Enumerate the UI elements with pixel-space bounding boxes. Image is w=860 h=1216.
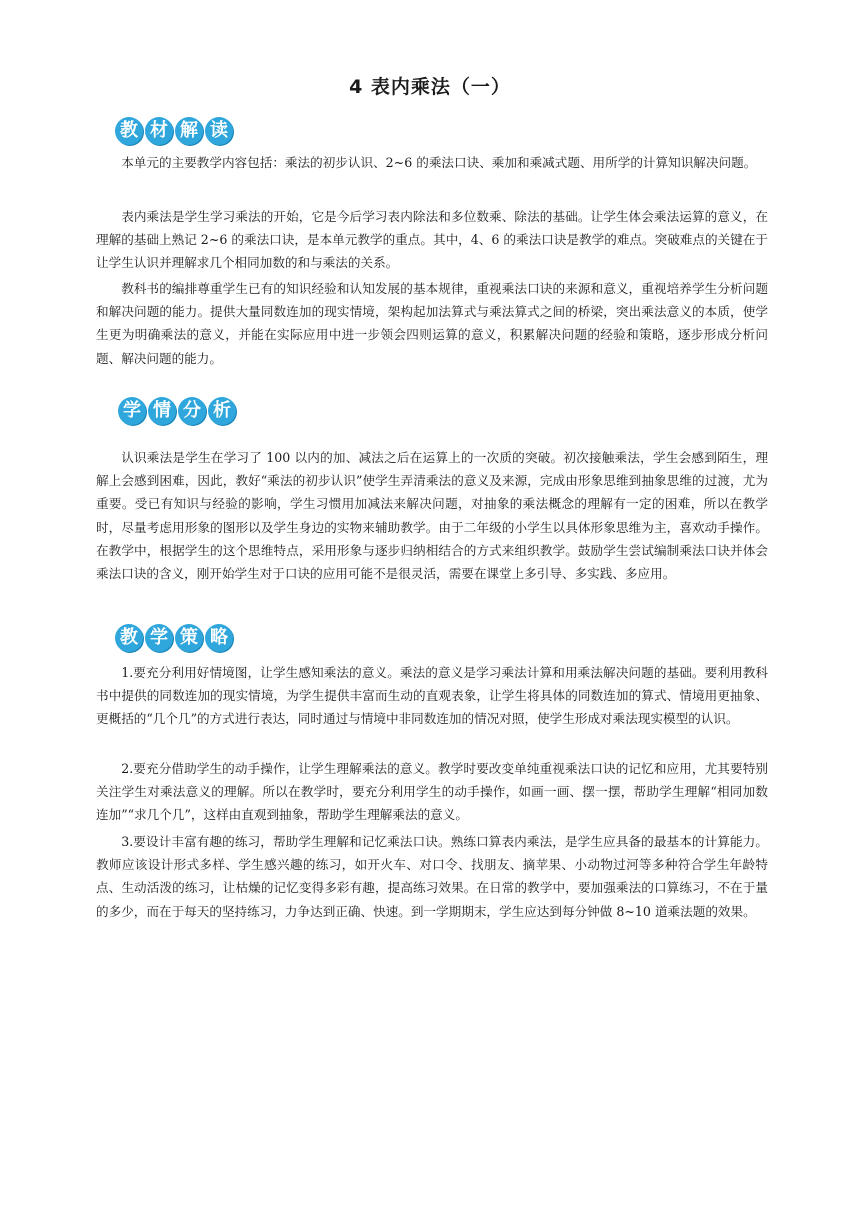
heading-char: 析 [208,397,236,425]
heading-char: 情 [148,397,176,425]
paragraph: 1.要充分利用好情境图，让学生感知乘法的意义。乘法的意义是学习乘法计算和用乘法解决问题的基础。要利用教科书中提供的同数连加的现实情境，为学生提供丰富而生动的直观表象，让学生将具体的同数连加的算式、情境用更抽象、更概括的“几个几”的方式进行表达，同时通过与情境中非同数连加的情况对照，使学生形成对乘法现实模型的认识。 [96,665,768,727]
paragraph: 表内乘法是学生学习乘法的开始，它是今后学习表内除法和多位数乘、除法的基础。让学生体会乘法运算的意义，在理解的基础上熟记 2~6 的乘法口诀，是本单元教学的重点。其中，4、6 的乘法口诀是教学的难点。突破难点的关键在于让学生认识并理解求几个相同加数的和与乘法的关系。 [96,209,768,271]
heading-char: 教 [115,117,143,145]
heading-char: 略 [205,624,233,652]
section-heading-student-analysis [118,397,236,425]
section-heading-teaching-strategy [115,624,233,652]
paragraph: 认识乘法是学生在学习了 100 以内的加、减法之后在运算上的一次质的突破。初次接触乘法，学生会感到陌生，理解上会感到困难，因此，教好“乘法的初步认识”使学生弄清乘法的意义及来源，完成由形象思维到抽象思维的过渡，尤为重要。受已有知识与经验的影响，学生习惯用加减法来解决问题，对抽象的乘法概念的理解有一定的困难，所以在教学时，尽量考虑用形象的图形以及学生身边的实物来辅助教学。由于二年级的小学生以具体形象思维为主，喜欢动手操作。在教学中，根据学生的这个思维特点，采用形象与逐步归纳相结合的方式来组织教学。鼓励学生尝试编制乘法口诀并体会乘法口诀的含义，刚开始学生对于口诀的应用可能不是很灵活，需要在课堂上多引导、多实践、多应用。 [96,450,768,582]
paragraph: 本单元的主要教学内容包括：乘法的初步认识、2~6 的乘法口诀、乘加和乘减式题、用所学的计算知识解决问题。 [121,155,757,170]
paragraph: 3.要设计丰富有趣的练习，帮助学生理解和记忆乘法口诀。熟练口算表内乘法，是学生应具备的最基本的计算能力。教师应该设计形式多样、学生感兴趣的练习，如开火车、对口令、找朋友、摘苹果、小动物过河等多种符合学生年龄特点、生动活泼的练习，让枯燥的记忆变得多彩有趣，提高练习效果。在日常的教学中，要加强乘法的口算练习，不在于量的多少，而在于每天的坚持练习，力争达到正确、快速。到一学期期末，学生应达到每分钟做 8~10 道乘法题的效果。 [96,834,768,919]
heading-char: 解 [175,117,203,145]
section-heading-textbook-analysis [115,117,233,145]
heading-char: 策 [175,624,203,652]
heading-char: 材 [145,117,173,145]
page-title: 4 表内乘法（一） [349,76,511,98]
heading-char: 读 [205,117,233,145]
heading-char: 学 [118,397,146,425]
heading-char: 学 [145,624,173,652]
heading-char: 分 [178,397,206,425]
heading-char: 教 [115,624,143,652]
paragraph: 2.要充分借助学生的动手操作，让学生理解乘法的意义。教学时要改变单纯重视乘法口诀的记忆和应用，尤其要特别关注学生对乘法意义的理解。所以在教学时，要充分利用学生的动手操作，如画一画、摆一摆，帮助学生理解“相同加数连加”“求几个几”，这样由直观到抽象，帮助学生理解乘法的意义。 [96,761,768,823]
paragraph: 教科书的编排尊重学生已有的知识经验和认知发展的基本规律，重视乘法口诀的来源和意义，重视培养学生分析问题和解决问题的能力。提供大量同数连加的现实情境，架构起加法算式与乘法算式之间的桥梁，突出乘法意义的本质，使学生更为明确乘法的意义，并能在实际应用中进一步领会四则运算的意义，积累解决问题的经验和策略，逐步形成分析问题、解决问题的能力。 [96,281,768,366]
